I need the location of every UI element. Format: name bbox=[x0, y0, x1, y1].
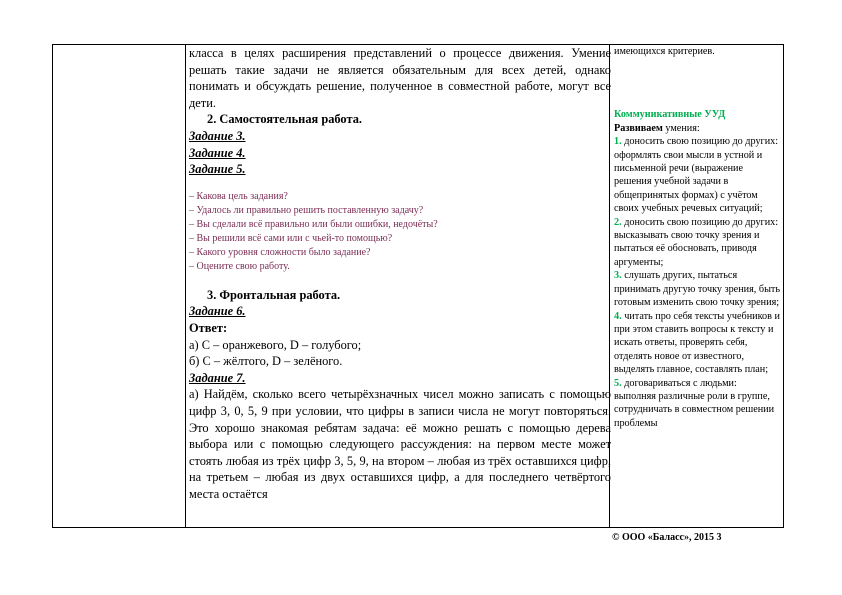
skill-text-3: слушать других, пытаться принимать другую точку зрения, быть готовым изменить свою точку зрения; bbox=[614, 270, 781, 309]
skill-num-1: 1. bbox=[614, 136, 622, 148]
skill-num-4: 4. bbox=[614, 310, 622, 322]
skill-num-2: 2. bbox=[614, 216, 622, 228]
section-3-heading: 3. Фронтальная работа. bbox=[207, 287, 341, 302]
section-2-heading: 2. Самостоятельная работа. bbox=[207, 112, 362, 127]
question-2: – Удалось ли правильно решить поставленную задачу? bbox=[189, 204, 424, 216]
answer-label: Ответ: bbox=[189, 320, 228, 335]
skill-item-4 bbox=[614, 310, 781, 377]
skill-item-2 bbox=[614, 216, 781, 270]
task-6: Задание 6. bbox=[189, 304, 246, 319]
task-4: Задание 4. bbox=[189, 145, 246, 160]
task-7: Задание 7. bbox=[189, 370, 246, 385]
criteria-text: имеющихся критериев. bbox=[614, 46, 715, 57]
question-6: – Оцените свою работу. bbox=[189, 260, 290, 272]
copyright-footer: © ООО «Баласс», 2015 3 bbox=[612, 532, 722, 543]
uud-column bbox=[611, 45, 783, 430]
column-divider-left bbox=[185, 45, 186, 527]
intro-text: класса в целях расширения представлений о процессе движения. Умение решать такие задачи не является обязательным для всех детей, однако понимать и обсуждать решение, полученное в совместной работе, могут все дети. bbox=[189, 46, 611, 110]
skill-item-3 bbox=[614, 269, 781, 309]
main-column bbox=[187, 45, 611, 502]
develop-label: Развиваем bbox=[614, 122, 663, 134]
question-4: – Вы решили всё сами или с чьей-то помощью? bbox=[189, 232, 393, 244]
skill-text-2: доносить свою позицию до других: высказывать свою точку зрения и пытаться её обосновать, приводя аргументы; bbox=[614, 216, 779, 268]
question-3: – Вы сделали всё правильно или были ошибки, недочёты? bbox=[189, 218, 438, 230]
lesson-table bbox=[52, 44, 784, 528]
develop-rest: умения: bbox=[662, 122, 700, 134]
task-5: Задание 5. bbox=[189, 162, 246, 177]
skill-text-1: доносить свою позицию до других: оформлять свои мысли в устной и письменной речи (выражение решения учебной задачи в общепринятых формах) с учётом своих учебных речевых ситуаций; bbox=[614, 136, 779, 215]
skill-item-1 bbox=[614, 135, 781, 215]
answer-b: б) C – жёлтого, D – зелёного. bbox=[189, 354, 343, 369]
skill-num-3: 3. bbox=[614, 270, 622, 282]
skill-text-5: договариваться с людьми: выполняя различные роли в группе, сотрудничать в совместном решении проблемы bbox=[614, 377, 775, 429]
task-3: Задание 3. bbox=[189, 128, 246, 143]
skill-num-5: 5. bbox=[614, 377, 622, 389]
skill-text-4: читать про себя тексты учебников и при этом ставить вопросы к тексту и искать ответы, проверять себя, отделять новое от известного, выделять главное, составлять план; bbox=[614, 310, 780, 376]
communicative-uud-heading: Коммуникативные УУД bbox=[614, 109, 726, 121]
answer-a: а) C – оранжевого, D – голубого; bbox=[189, 337, 362, 352]
question-5: – Какого уровня сложности было задание? bbox=[189, 246, 371, 258]
task-7-text: а) Найдём, сколько всего четырёхзначных чисел можно записать с помощью цифр 3, 0, 5, 9 при условии, что цифры в записи числа не могут повторяться. Это хорошо знакомая ребятам задача: её можно решать с помощью дерева выбора или с помощью следующего рассуждения: на первом месте может стоять любая из трёх цифр 3, 5, 9, на втором – любая из трёх оставшихся цифр, на третьем – любая из двух оставшихся цифр, а для последнего четвёртого места остаётся bbox=[189, 387, 611, 501]
develop-line bbox=[614, 122, 781, 135]
question-1: – Какова цель задания? bbox=[189, 190, 288, 202]
skill-item-5 bbox=[614, 377, 781, 431]
